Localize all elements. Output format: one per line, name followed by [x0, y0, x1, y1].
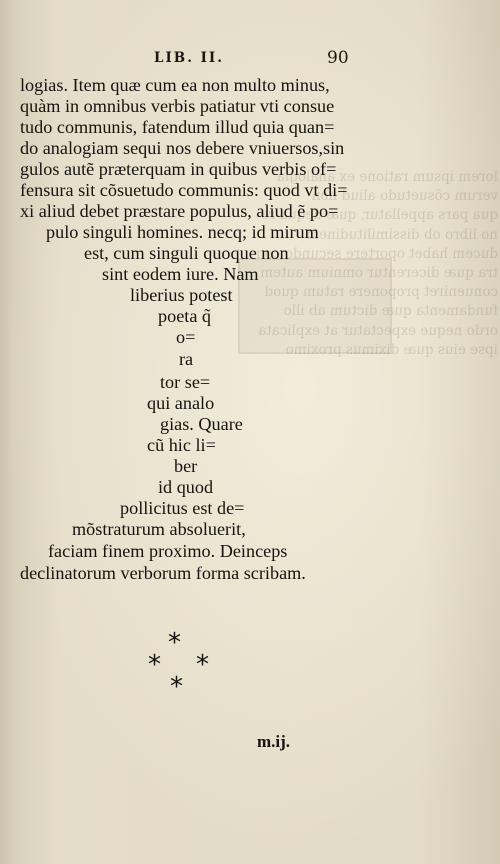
text-line: do analogiam sequi nos debere vniuersos,sin [20, 138, 345, 158]
text-line: declinatorum verborum forma scribam. [20, 563, 306, 583]
text-line: qui analo [147, 393, 215, 413]
text-line: est, cum singuli quoque non [84, 243, 289, 263]
text-line: cũ hic li= [147, 435, 216, 455]
text-line: pollicitus est de= [120, 498, 245, 518]
text-line: logias. Item quæ cum ea non multo minus, [20, 75, 330, 95]
asterism-star-icon: * [168, 628, 181, 658]
running-head: LIB. II. [154, 50, 224, 66]
text-line: liberius potest [130, 285, 233, 305]
text-line: tudo communis, fatendum illud quia quan= [20, 117, 335, 137]
asterism-star-icon: * [196, 650, 209, 680]
text-line: ber [174, 456, 198, 476]
text-line: id quod [158, 477, 214, 497]
text-line: tor se= [160, 372, 211, 392]
text-line: poeta q̃ [158, 306, 212, 326]
show-through-text: lorem ipsum ratione ex analogia verum cõsuetudo aliud non qua pars appellatur, quæ dequa re no libro ob dissimilitudinem ducem habet oportere secundo con tra quæ dicerentur omnium autem conueniret proponere ratum quod fundamenta quæ dictum ab illo ordo neque expectatur at explicata ipse eius quæ diximus proximo [256, 169, 498, 358]
page-number: 90 [327, 48, 349, 68]
text-line: mõstraturum absoluerit, [72, 519, 246, 539]
text-line: ra [179, 349, 194, 369]
text-line: pulo singuli homines. necq; id mirum [46, 222, 319, 242]
text-line: fensura sit cõsuetudo communis: quod vt di= [20, 180, 348, 200]
text-line: faciam finem proximo. Deinceps [48, 541, 288, 561]
asterism-star-icon: * [170, 672, 183, 702]
text-line: xi aliud debet præstare populus, aliud ẽ po= [20, 201, 339, 221]
text-line: quàm in omnibus verbis patiatur vti consue [20, 96, 335, 116]
text-line: gias. Quare [160, 414, 243, 434]
text-line: gulos autẽ præterquam in quibus verbis of= [20, 159, 337, 179]
asterism-star-icon: * [148, 650, 161, 680]
signature-mark: m.ij. [257, 732, 291, 751]
text-line: sint eodem iure. Nam [102, 264, 259, 284]
page-header [0, 48, 500, 74]
text-line: o= [176, 327, 196, 347]
